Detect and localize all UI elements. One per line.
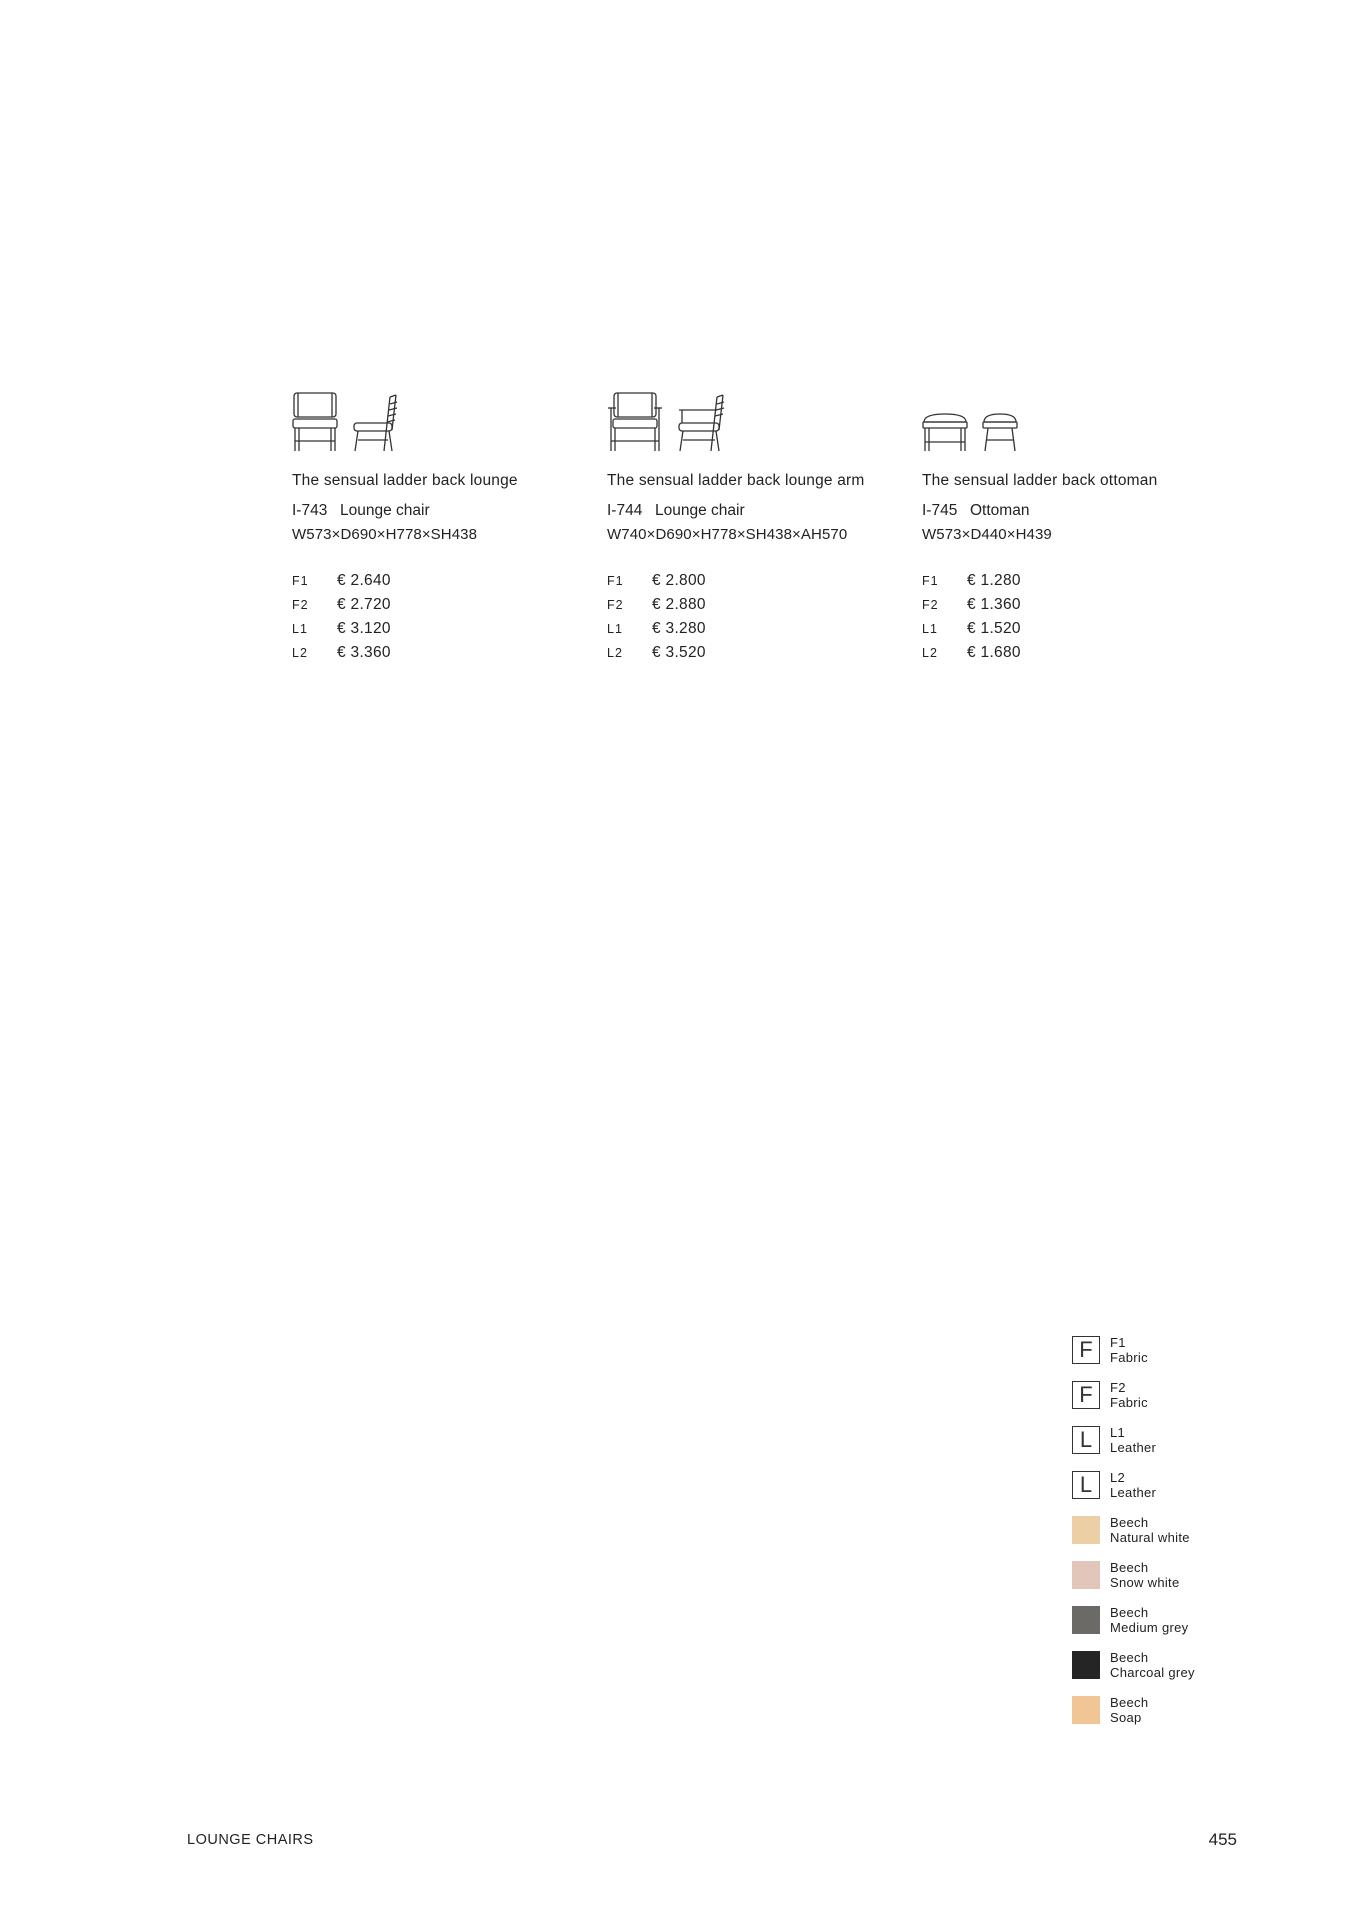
price-row: [922, 641, 1222, 665]
price-row: [292, 593, 592, 617]
price-row: [292, 569, 592, 593]
legend-grade: L1: [1110, 1425, 1126, 1440]
product-dimensions: W573×D440×H439: [922, 526, 1052, 543]
price-amount: € 3.120: [337, 620, 391, 637]
legend-material: Fabric: [1110, 1395, 1148, 1410]
legend-item-soap: [1072, 1696, 1232, 1728]
legend-wood: Beech: [1110, 1650, 1149, 1665]
price-amount: € 2.880: [652, 596, 706, 613]
legend-item-natural-white: [1072, 1516, 1232, 1548]
product-code: [292, 501, 592, 521]
price-grade: F1: [607, 574, 624, 588]
legend-finish: Natural white: [1110, 1530, 1190, 1545]
lounge-chair-front-icon: [292, 392, 338, 452]
ottoman-side-icon: [982, 412, 1018, 452]
legend-grade: L2: [1110, 1470, 1126, 1485]
color-swatch: [1072, 1651, 1100, 1679]
product-i745: [922, 390, 1222, 665]
legend-finish: Snow white: [1110, 1575, 1180, 1590]
legend-material: Leather: [1110, 1485, 1157, 1500]
color-swatch: [1072, 1606, 1100, 1634]
price-row: [607, 593, 907, 617]
price-row: [292, 641, 592, 665]
price-grade: F1: [292, 574, 309, 588]
legend-wood: Beech: [1110, 1560, 1149, 1575]
price-grade: L2: [922, 646, 938, 660]
product-code: [607, 501, 907, 521]
product-code: [922, 501, 1222, 521]
price-grade: F1: [922, 574, 939, 588]
legend-wood: Beech: [1110, 1605, 1149, 1620]
ottoman-front-icon: [922, 412, 968, 452]
fabric-swatch: F: [1072, 1336, 1100, 1364]
price-amount: € 1.520: [967, 620, 1021, 637]
legend-item-l2: [1072, 1471, 1232, 1503]
price-row: [292, 617, 592, 641]
product-i743: [292, 390, 592, 665]
price-grade: L1: [607, 622, 623, 636]
price-grade: L2: [292, 646, 308, 660]
legend-item-medium-grey: [1072, 1606, 1232, 1638]
legend-label: [1110, 1425, 1156, 1455]
product-dimensions: W740×D690×H778×SH438×AH570: [607, 526, 848, 543]
price-list: [292, 569, 592, 665]
legend-label: [1110, 1470, 1156, 1500]
legend-item-l1: [1072, 1426, 1232, 1458]
page-number: 455: [1208, 1830, 1237, 1849]
product-dimensions: W573×D690×H778×SH438: [292, 526, 478, 543]
product-title: The sensual ladder back lounge: [292, 472, 518, 489]
price-grade: L2: [607, 646, 623, 660]
product-title: The sensual ladder back ottoman: [922, 472, 1158, 489]
fabric-swatch: F: [1072, 1381, 1100, 1409]
price-list: [607, 569, 907, 665]
product-icons: [922, 390, 1222, 452]
legend-label: [1110, 1650, 1195, 1680]
leather-swatch: L: [1072, 1426, 1100, 1454]
legend-label: [1110, 1695, 1148, 1725]
legend-material: Leather: [1110, 1440, 1157, 1455]
legend-item-f2: [1072, 1381, 1232, 1413]
price-amount: € 3.520: [652, 644, 706, 661]
price-amount: € 3.280: [652, 620, 706, 637]
product-number: I-743: [292, 502, 328, 519]
legend-item-f1: [1072, 1336, 1232, 1368]
legend-wood: Beech: [1110, 1515, 1149, 1530]
price-row: [922, 569, 1222, 593]
price-grade: F2: [292, 598, 309, 612]
legend-grade: F1: [1110, 1335, 1126, 1350]
price-grade: F2: [922, 598, 939, 612]
legend-label: [1110, 1380, 1148, 1410]
price-row: [607, 569, 907, 593]
legend-label: [1110, 1335, 1148, 1365]
armchair-side-icon: [677, 392, 733, 452]
price-amount: € 1.360: [967, 596, 1021, 613]
price-grade: L1: [292, 622, 308, 636]
leather-swatch: L: [1072, 1471, 1100, 1499]
legend-item-snow-white: [1072, 1561, 1232, 1593]
product-i744: [607, 390, 907, 665]
legend-item-charcoal-grey: [1072, 1651, 1232, 1683]
armchair-front-icon: [607, 392, 663, 452]
price-amount: € 1.280: [967, 572, 1021, 589]
price-row: [922, 593, 1222, 617]
product-number: I-744: [607, 502, 643, 519]
price-amount: € 2.720: [337, 596, 391, 613]
price-amount: € 2.640: [337, 572, 391, 589]
legend-finish: Medium grey: [1110, 1620, 1189, 1635]
product-type: Ottoman: [970, 502, 1030, 519]
color-swatch: [1072, 1561, 1100, 1589]
price-row: [922, 617, 1222, 641]
product-number: I-745: [922, 502, 958, 519]
legend-finish: Charcoal grey: [1110, 1665, 1195, 1680]
color-swatch: [1072, 1696, 1100, 1724]
product-title: The sensual ladder back lounge arm: [607, 472, 865, 489]
legend-label: [1110, 1605, 1188, 1635]
price-grade: F2: [607, 598, 624, 612]
price-amount: € 2.800: [652, 572, 706, 589]
price-list: [922, 569, 1222, 665]
product-icons: [292, 390, 592, 452]
price-row: [607, 617, 907, 641]
section-title: LOUNGE CHAIRS: [187, 1832, 314, 1848]
legend-material: Fabric: [1110, 1350, 1148, 1365]
color-swatch: [1072, 1516, 1100, 1544]
product-type: Lounge chair: [655, 502, 745, 519]
price-grade: L1: [922, 622, 938, 636]
price-amount: € 3.360: [337, 644, 391, 661]
lounge-chair-side-icon: [352, 392, 406, 452]
legend-grade: F2: [1110, 1380, 1126, 1395]
legend-finish: Soap: [1110, 1710, 1142, 1725]
product-icons: [607, 390, 907, 452]
product-type: Lounge chair: [340, 502, 430, 519]
legend-label: [1110, 1560, 1179, 1590]
legend-wood: Beech: [1110, 1695, 1149, 1710]
price-row: [607, 641, 907, 665]
price-amount: € 1.680: [967, 644, 1021, 661]
legend-label: [1110, 1515, 1190, 1545]
